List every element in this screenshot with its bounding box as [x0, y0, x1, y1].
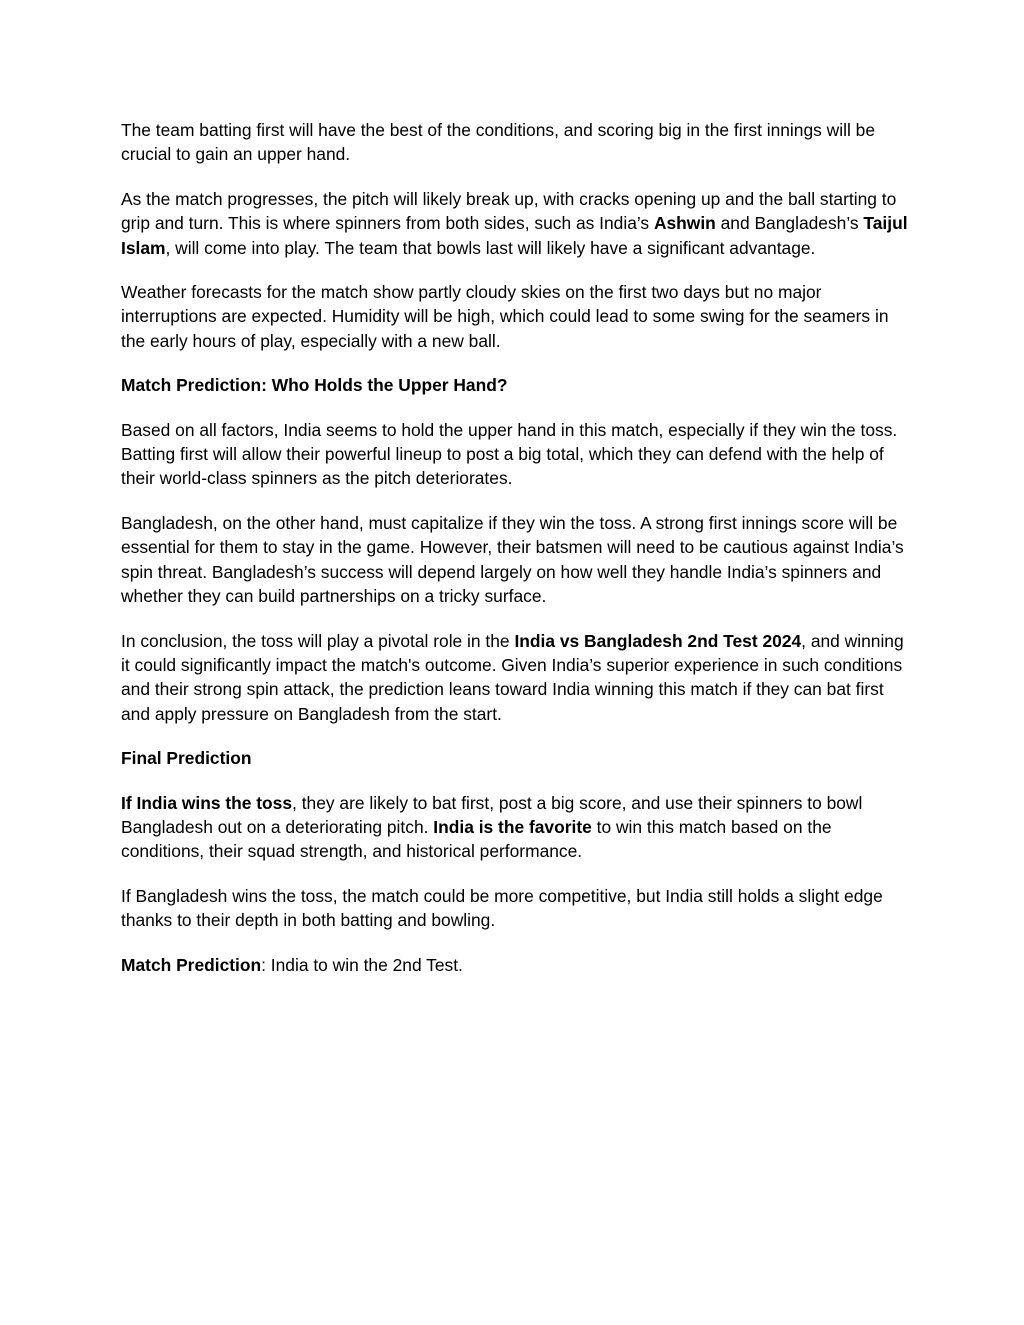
bold-phrase-india-wins-toss: If India wins the toss: [121, 792, 293, 813]
paragraph-text: , will come into play. The team that bowls last will likely have a significant advantage.: [165, 237, 816, 258]
paragraph-batting-first: The team batting first will have the best of the conditions, and scoring big in the first innings will be crucial to gain an upper hand.: [121, 120, 875, 165]
paragraph-text: , and winning it could significantly impact the match's outcome. Given India’s superior experience in such conditions and their strong spin attack, the prediction leans toward India winning this match if they can bat first and apply pressure on Bangladesh from the start.: [121, 630, 904, 724]
document-page: [121, 118, 911, 997]
paragraph-bangladesh-wins-toss: If Bangladesh wins the toss, the match could be more competitive, but India still holds a slight edge thanks to their depth in both batting and bowling.: [121, 885, 883, 931]
paragraph-factors: Based on all factors, India seems to hold the upper hand in this match, especially if they win the toss. Batting first will allow their powerful lineup to post a big total, which they can defend with the help of their world-class spinners as the pitch deteriorates.: [121, 419, 898, 489]
paragraph-pitch-breakup: [121, 187, 911, 260]
paragraph-text: As the match progresses, the pitch will likely break up, with cracks opening up and the ball starting to grip and turn. This is where spinners from both sides, such as India’s: [121, 188, 897, 234]
paragraph-india-wins-toss: [121, 791, 911, 864]
bold-label-match-prediction: Match Prediction: [121, 954, 262, 975]
paragraph-bangladesh: Bangladesh, on the other hand, must capitalize if they win the toss. A strong first innings score will be essential for them to stay in the game. However, their batsmen will need to be cautious against India’s spin threat. Bangladesh’s success will depend largely on how well they handle India’s spinners and whether they can build partnerships on a tricky surface.: [121, 512, 904, 607]
paragraph-conclusion: [121, 629, 911, 727]
paragraph-text: : India to win the 2nd Test.: [261, 954, 463, 975]
paragraph-text: and Bangladesh’s: [715, 213, 864, 234]
paragraph-weather: Weather forecasts for the match show partly cloudy skies on the first two days but no major interruptions are expected. Humidity will be high, which could lead to some swing for the seamers in the early hours of play, especially with a new ball.: [121, 282, 889, 351]
paragraph-final-verdict: [121, 953, 911, 977]
section-heading-final-prediction: Final Prediction: [121, 748, 252, 769]
bold-phrase-india-favorite: India is the favorite: [433, 816, 592, 837]
player-name-ashwin: Ashwin: [653, 213, 716, 234]
paragraph-text: , they are likely to bat first, post a big score, and use their spinners to bowl Bangladesh out on a deteriorating pitch.: [121, 792, 863, 837]
section-heading-match-prediction: Match Prediction: Who Holds the Upper Hand?: [121, 375, 508, 396]
paragraph-text: In conclusion, the toss will play a pivotal role in the: [121, 630, 515, 651]
match-title-bold: India vs Bangladesh 2nd Test 2024: [514, 630, 802, 651]
paragraph-text: to win this match based on the conditions, their squad strength, and historical performance.: [121, 816, 832, 862]
player-name-taijul-islam: Taijul Islam: [121, 213, 908, 258]
